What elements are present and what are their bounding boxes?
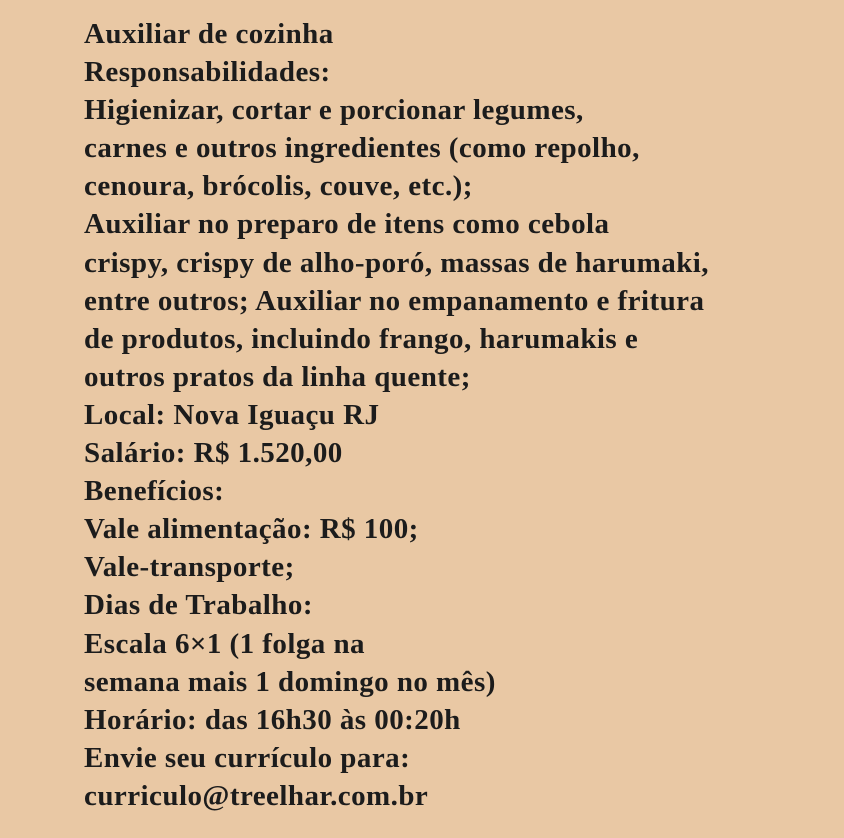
hours-line: Horário: das 16h30 às 00:20h [84, 703, 461, 736]
job-title: Auxiliar de cozinha [84, 18, 334, 50]
responsibility-line: Auxiliar no preparo de itens como cebola [84, 208, 610, 241]
schedule-line: semana mais 1 domingo no mês) [84, 665, 496, 698]
contact-email: curriculo@treelhar.com.br [84, 779, 429, 812]
responsibility-line: de produtos, incluindo frango, harumakis e [84, 322, 639, 355]
responsibility-line: entre outros; Auxiliar no empanamento e fritura [84, 284, 705, 317]
responsibilities-heading: Responsabilidades: [84, 56, 331, 89]
responsibility-line: cenoura, brócolis, couve, etc.); [84, 170, 473, 203]
job-posting-text [84, 15, 828, 815]
responsibility-line: carnes e outros ingredientes (como repolho, [84, 132, 640, 165]
schedule-line: Escala 6×1 (1 folga na [84, 627, 365, 660]
benefit-line: Vale alimentação: R$ 100; [84, 513, 419, 546]
responsibility-line: Higienizar, cortar e porcionar legumes, [84, 94, 584, 127]
work-days-heading: Dias de Trabalho: [84, 589, 313, 622]
benefits-heading: Benefícios: [84, 475, 225, 508]
responsibility-line: outros pratos da linha quente; [84, 360, 471, 393]
apply-instruction: Envie seu currículo para: [84, 741, 411, 774]
responsibility-line: crispy, crispy de alho-poró, massas de harumaki, [84, 246, 710, 279]
benefit-line: Vale-transporte; [84, 551, 295, 584]
salary-line: Salário: R$ 1.520,00 [84, 437, 343, 470]
location-line: Local: Nova Iguaçu RJ [84, 398, 380, 431]
